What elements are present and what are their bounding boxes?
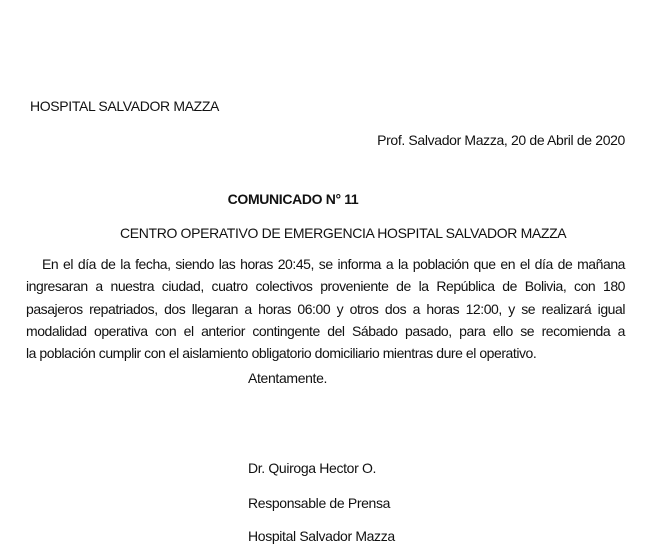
body-line: ingresaran a nuestra ciudad, cuatro colectivos proveniente de la República de Bolivia, con 180 xyxy=(26,278,625,294)
document-title: COMUNICADO N° 11 xyxy=(227,191,359,207)
body-line: la población cumplir con el aislamiento obligatorio domiciliario mientras dure el operativo. xyxy=(26,345,537,361)
signature-name: Dr. Quiroga Hector O. xyxy=(248,460,377,476)
body-line: pasajeros repatriados, dos llegaran a horas 06:00 y otros dos a horas 12:00, y se realizará igual xyxy=(26,301,625,317)
signature-org: Hospital Salvador Mazza xyxy=(248,528,395,544)
institution-header: HOSPITAL SALVADOR MAZZA xyxy=(30,98,220,114)
body-line: modalidad operativa con el anterior contingente del Sábado pasado, para ello se recomienda a xyxy=(26,323,625,339)
document-subtitle: CENTRO OPERATIVO DE EMERGENCIA HOSPITAL SALVADOR MAZZA xyxy=(120,225,567,241)
signature-role: Responsable de Prensa xyxy=(248,495,391,511)
body-line: En el día de la fecha, siendo las horas 20:45, se informa a la población que en el día de mañana xyxy=(42,256,625,272)
place-date: Prof. Salvador Mazza, 20 de Abril de 2020 xyxy=(377,132,625,148)
closing: Atentamente. xyxy=(248,370,328,386)
